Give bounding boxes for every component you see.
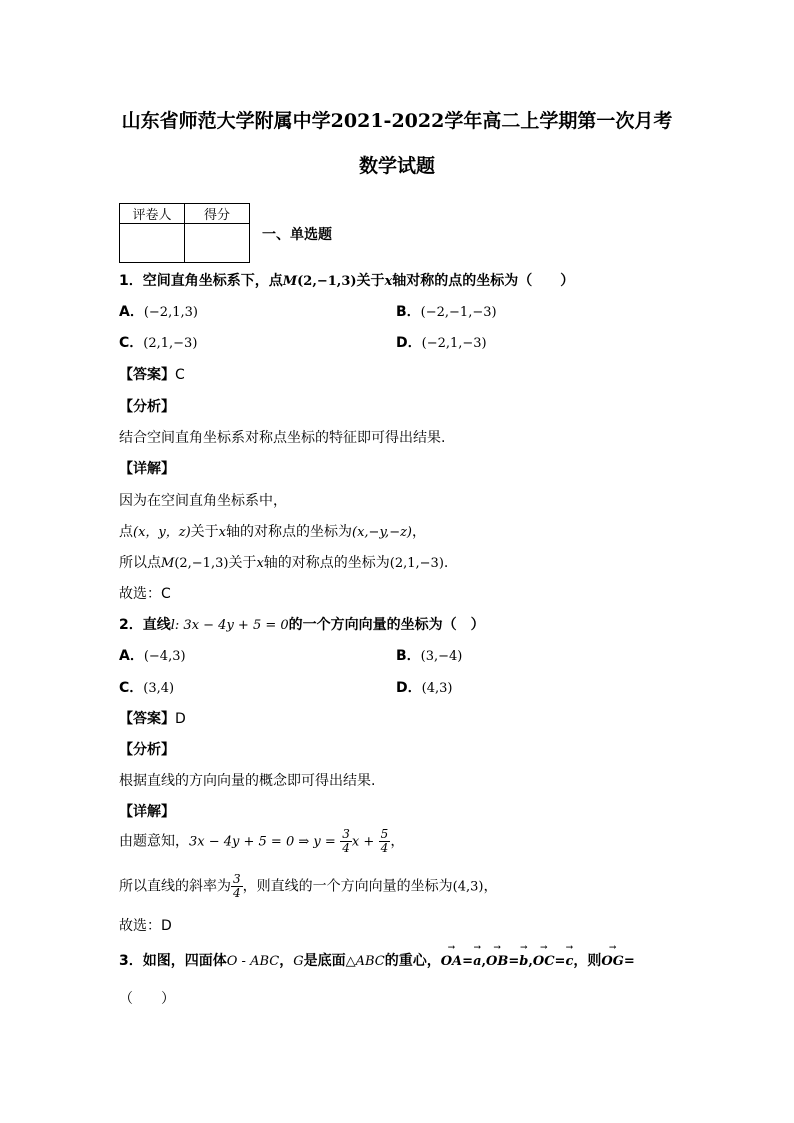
fraction-slope: $\frac{3}{4}$ xyxy=(233,872,241,900)
fraction-five-quarters: $\frac{5}{4}$ xyxy=(380,827,389,855)
question-1-option-c: C．(2,1,−3) xyxy=(119,335,198,351)
question-1-detail-line-1: 因为在空间直角坐标系中， xyxy=(119,493,287,509)
score-table-score-cell xyxy=(185,224,250,263)
question-1-option-b: B．(−2,−1,−3) xyxy=(396,304,497,320)
score-table-grader-cell xyxy=(120,224,185,263)
question-1-analysis-label: 【分析】 xyxy=(119,399,175,415)
question-2-detail-line-1: 由题意知，3x − 4y + 5 = 0 ⇒ y = $\frac{3}{4}$ x + $\frac{5}{4}$ ， xyxy=(119,827,405,855)
question-2-analysis: 根据直线的方向向量的概念即可得出结果. xyxy=(119,773,376,789)
question-1-detail-line-3: 所以点M(2,−1,3)关于x轴的对称点的坐标为(2,1,−3). xyxy=(119,555,449,571)
question-2-analysis-label: 【分析】 xyxy=(119,742,175,758)
question-2-option-d: D．(4,3) xyxy=(396,680,453,696)
question-1-detail-line-2: 点(x，y，z)关于x轴的对称点的坐标为(x,−y,−z)， xyxy=(119,524,427,540)
question-1-option-d: D．(−2,1,−3) xyxy=(396,335,487,351)
question-1-detail-label: 【详解】 xyxy=(119,461,175,477)
question-2-option-a: A．(−4,3) xyxy=(119,648,186,664)
question-2-detail-line-2: 所以直线的斜率为 $\frac{3}{4}$ ，则直线的一个方向向量的坐标为(4,3)， xyxy=(119,872,498,900)
question-3-stem: 3．如图，四面体O - ABC，G是底面△ABC的重心，→ OA=→ a,→ OB=→ b,→ OC=→ c，则→ OG= xyxy=(119,950,635,970)
question-2-detail-label: 【详解】 xyxy=(119,804,175,820)
document-title: 山东省师范大学附属中学2021-2022学年高二上学期第一次月考 xyxy=(121,110,673,132)
question-1-stem: 1．空间直角坐标系下，点M(2,−1,3)关于x轴对称的点的坐标为（ ） xyxy=(119,273,575,289)
score-table-score-header: 得分 xyxy=(185,204,250,224)
question-1-choice: 故选：C xyxy=(119,586,171,602)
question-2-option-c: C．(3,4) xyxy=(119,680,175,696)
fraction-three-quarters: $\frac{3}{4}$ xyxy=(342,827,350,855)
question-1-answer: 【答案】C xyxy=(119,367,185,383)
question-1-analysis: 结合空间直角坐标系对称点坐标的特征即可得出结果. xyxy=(119,430,446,446)
question-2-stem: 2．直线l: 3x − 4y + 5 = 0的一个方向向量的坐标为（ ） xyxy=(119,617,485,633)
question-1-option-a: A．(−2,1,3) xyxy=(119,304,198,320)
question-2-option-b: B．(3,−4) xyxy=(396,648,463,664)
score-table xyxy=(119,203,250,263)
question-3-answer-blank: （ ） xyxy=(119,991,175,1007)
document-subtitle: 数学试题 xyxy=(358,155,435,177)
question-2-choice: 故选：D xyxy=(119,918,172,934)
section-heading: 一、单选题 xyxy=(262,227,332,243)
question-2-answer: 【答案】D xyxy=(119,711,186,727)
score-table-grader-header: 评卷人 xyxy=(120,204,185,224)
